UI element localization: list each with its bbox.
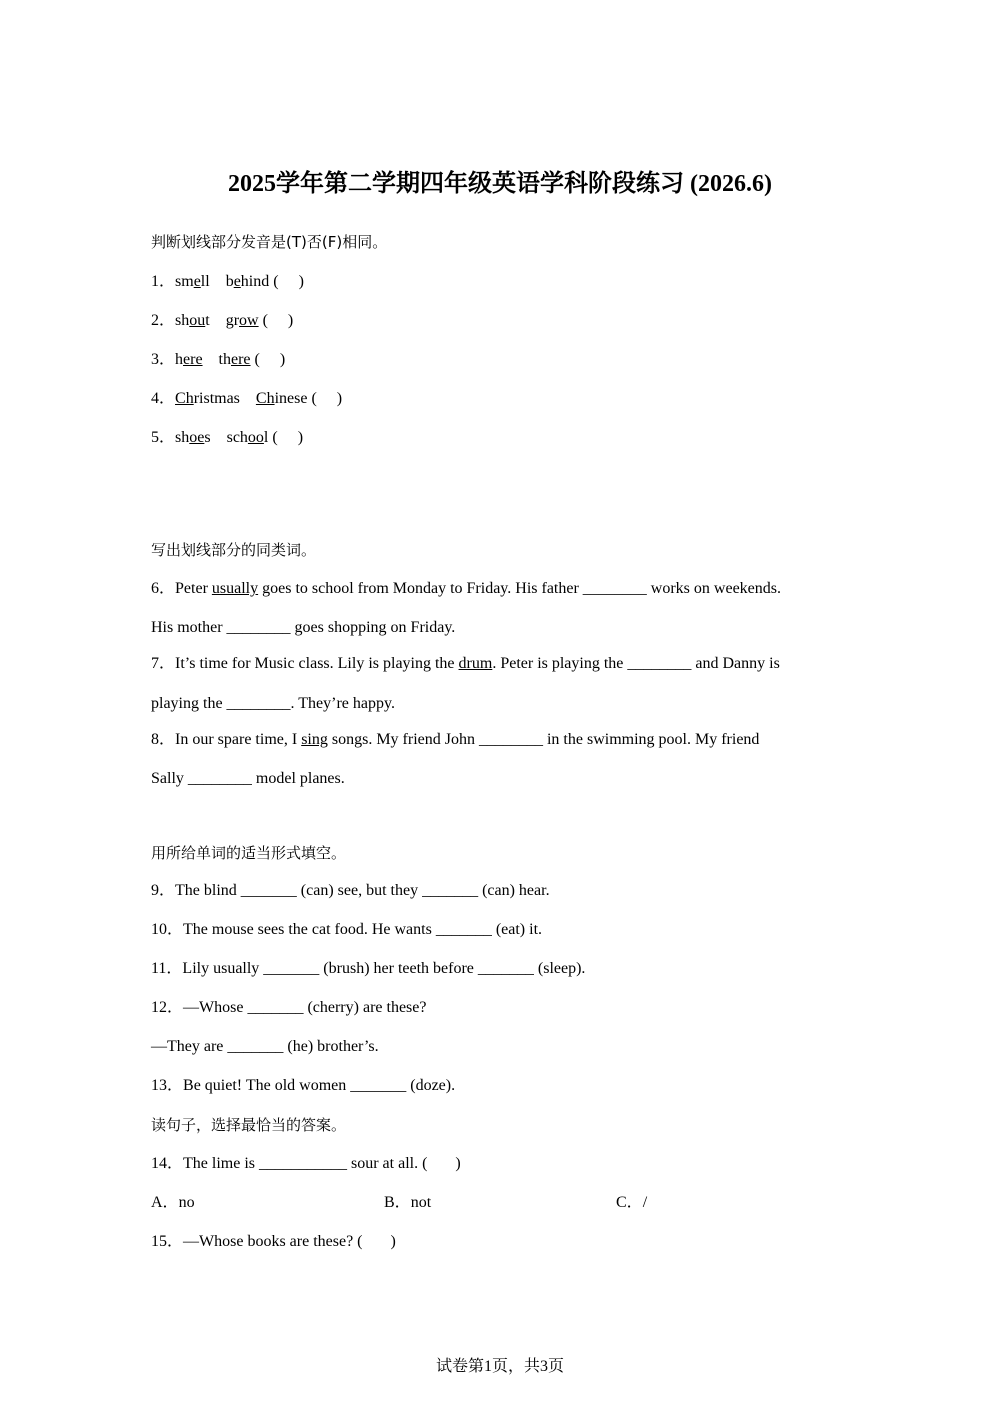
pronunciation-item	[151, 388, 342, 410]
question-14	[151, 1153, 461, 1175]
word-part: b	[225, 273, 234, 290]
underlined-letters: oe	[189, 429, 205, 446]
pronunciation-item	[151, 427, 303, 449]
option-text: not	[410, 1194, 432, 1211]
underlined-word: drum	[458, 655, 493, 672]
underlined-letters: ere	[183, 351, 203, 368]
word-part: ristmas	[193, 390, 240, 407]
question-11	[151, 958, 585, 980]
question-number: 10．	[151, 921, 184, 938]
question-13	[151, 1075, 455, 1097]
question-text: The blind _______ (can) see, but they _______ (can) hear.	[175, 882, 550, 899]
question-6-continued: His mother ________ goes shopping on Friday.	[151, 619, 456, 636]
word-part: gr	[225, 312, 240, 329]
question-6	[151, 578, 781, 600]
option-b[interactable]	[384, 1192, 431, 1214]
answer-blank[interactable]: ( )	[269, 273, 304, 290]
question-text: goes to school from Monday to Friday. His father ________ works on weekends.	[258, 580, 781, 597]
question-text: Lily usually _______ (brush) her teeth before _______ (sleep).	[182, 960, 586, 977]
question-number: 9．	[151, 882, 176, 899]
answer-blank[interactable]: ( )	[268, 429, 304, 446]
question-8-continued: Sally ________ model planes.	[151, 770, 345, 787]
question-12	[151, 997, 426, 1019]
question-text: The lime is ___________ sour at all. ( )	[183, 1155, 461, 1172]
question-number: 6．	[151, 580, 176, 597]
pronunciation-item	[151, 271, 304, 293]
question-text: Be quiet! The old women _______ (doze).	[183, 1077, 456, 1094]
underlined-letters: oo	[247, 429, 264, 446]
word-part: hind	[240, 273, 270, 290]
underlined-letters: ow	[239, 312, 259, 329]
question-text: Peter	[175, 580, 212, 597]
word-part: h	[175, 351, 184, 368]
question-text: —Whose _______ (cherry) are these?	[183, 999, 427, 1016]
question-text: It’s time for Music class. Lily is playing the	[175, 655, 459, 672]
underlined-letters: ere	[231, 351, 251, 368]
option-label: C．	[616, 1194, 643, 1211]
question-12-answer-line	[151, 1036, 379, 1058]
question-7-continued: playing the ________. They’re happy.	[151, 695, 395, 712]
question-number: 11．	[151, 960, 183, 977]
question-number: 5．	[151, 429, 176, 446]
word-part: inese	[274, 390, 308, 407]
question-number: 2．	[151, 312, 176, 329]
section4-instruction: 读句子，选择最恰当的答案。	[151, 1116, 347, 1134]
section2-instruction: 写出划线部分的同类词。	[151, 541, 317, 559]
section1-instruction: 判断划线部分发音是(T)否(F)相同。	[151, 233, 388, 251]
underlined-letters: Ch	[175, 390, 194, 407]
question-number: 14．	[151, 1155, 184, 1172]
option-label: B．	[384, 1194, 411, 1211]
word-part: sch	[226, 429, 248, 446]
word-part: sh	[175, 312, 190, 329]
question-number: 4．	[151, 390, 176, 407]
option-c[interactable]	[616, 1192, 647, 1214]
question-9	[151, 880, 550, 902]
answer-blank[interactable]: ( )	[250, 351, 286, 368]
word-part: t	[205, 312, 210, 329]
option-label: A．	[151, 1194, 179, 1211]
question-text: —They are _______ (he) brother’s.	[151, 1038, 379, 1055]
answer-blank[interactable]: ( )	[307, 390, 343, 407]
underlined-letters: e	[233, 273, 241, 290]
question-number: 1．	[151, 273, 176, 290]
question-number: 12．	[151, 999, 184, 1016]
page-footer: 试卷第1页，共3页	[435, 1358, 564, 1375]
option-text: /	[642, 1194, 648, 1211]
pronunciation-item	[151, 310, 293, 332]
question-number: 7．	[151, 655, 176, 672]
option-a[interactable]	[151, 1192, 195, 1214]
question-text: The mouse sees the cat food. He wants _______ (eat) it.	[183, 921, 543, 938]
question-number: 15．	[151, 1233, 184, 1250]
underlined-word: sing	[301, 731, 328, 748]
underlined-letters: Ch	[255, 390, 275, 407]
underlined-word: usually	[211, 580, 259, 597]
word-part: ll	[200, 273, 210, 290]
option-text: no	[178, 1194, 195, 1211]
question-number: 8．	[151, 731, 176, 748]
answer-blank[interactable]: ( )	[258, 312, 294, 329]
question-text: In our spare time, I	[175, 731, 302, 748]
question-7	[151, 653, 780, 675]
underlined-letters: ou	[189, 312, 206, 329]
question-number: 13．	[151, 1077, 184, 1094]
word-part: sm	[175, 273, 194, 290]
question-15	[151, 1231, 396, 1253]
word-part: l	[263, 429, 269, 446]
question-number: 3．	[151, 351, 176, 368]
pronunciation-item	[151, 349, 285, 371]
word-part: s	[204, 429, 211, 446]
word-part: sh	[175, 429, 190, 446]
question-8	[151, 729, 759, 751]
page-title: 2025学年第二学期四年级英语学科阶段练习 (2026.6)	[228, 171, 772, 197]
underlined-letters: e	[193, 273, 201, 290]
question-10	[151, 919, 542, 941]
section3-instruction: 用所给单词的适当形式填空。	[151, 844, 347, 862]
word-part: th	[218, 351, 231, 368]
question-text: . Peter is playing the ________ and Danny is	[492, 655, 780, 672]
question-text: —Whose books are these? ( )	[183, 1233, 396, 1250]
question-text: songs. My friend John ________ in the swimming pool. My friend	[327, 731, 760, 748]
